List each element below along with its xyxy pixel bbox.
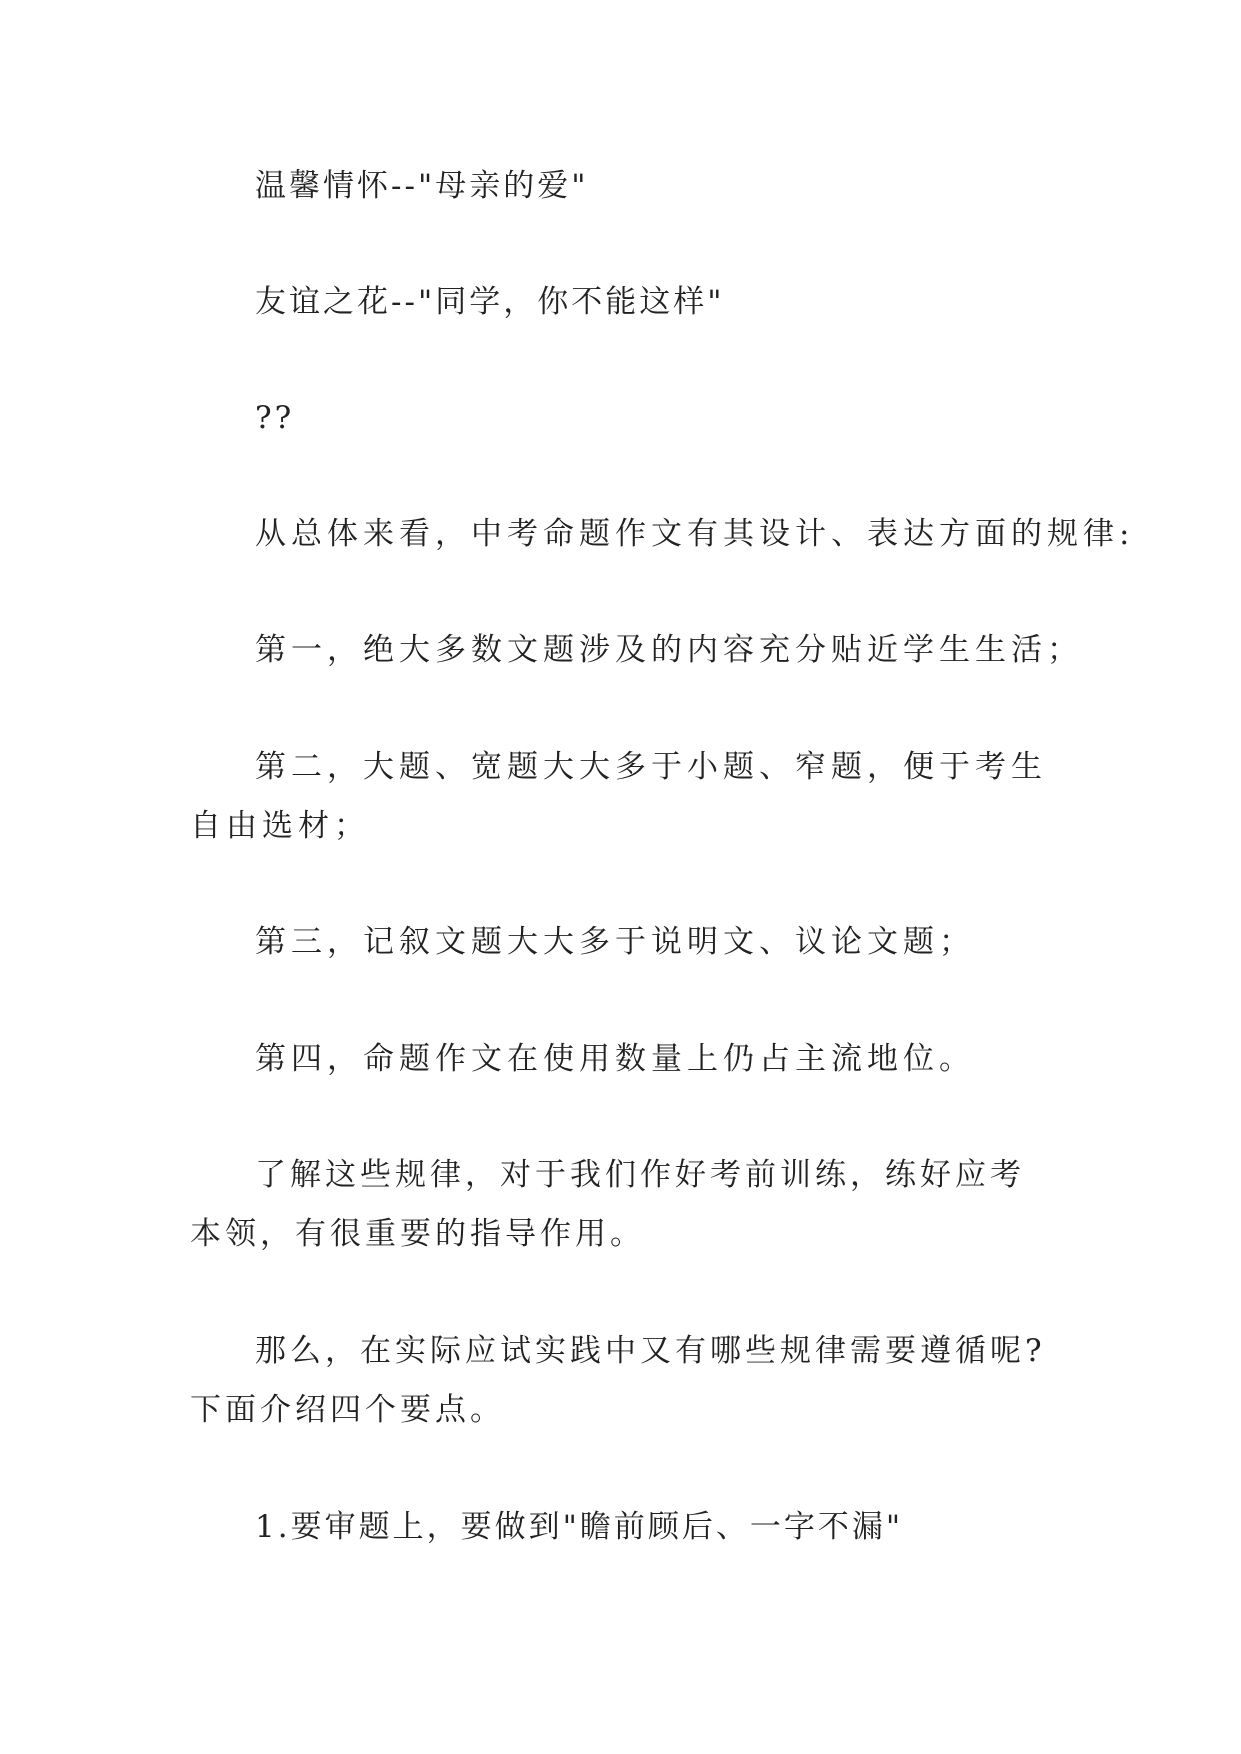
paragraph-3: ?? bbox=[255, 400, 295, 436]
paragraph-11: 1.要审题上，要做到"瞻前顾后、一字不漏" bbox=[255, 1509, 904, 1545]
paragraph-7: 第三，记叙文题大大多于说明文、议论文题； bbox=[255, 924, 975, 960]
paragraph-9: 了解这些规律，对于我们作好考前训练，练好应考本领，有很重要的指导作用。 bbox=[190, 1157, 1025, 1252]
paragraph-4: 从总体来看，中考命题作文有其设计、表达方面的规律: bbox=[255, 516, 1135, 552]
paragraph-2: 友谊之花--"同学，你不能这样" bbox=[255, 284, 725, 320]
paragraph-10: 那么，在实际应试实践中又有哪些规律需要遵循呢?下面介绍四个要点。 bbox=[190, 1333, 1046, 1428]
paragraph-5: 第一，绝大多数文题涉及的内容充分贴近学生生活； bbox=[255, 632, 1083, 668]
paragraph-8: 第四，命题作文在使用数量上仍占主流地位。 bbox=[255, 1041, 975, 1077]
paragraph-6: 第二，大题、宽题大大多于小题、窄题，便于考生自由选材； bbox=[190, 749, 1047, 844]
paragraph-1: 温馨情怀--"母亲的爱" bbox=[255, 168, 589, 204]
